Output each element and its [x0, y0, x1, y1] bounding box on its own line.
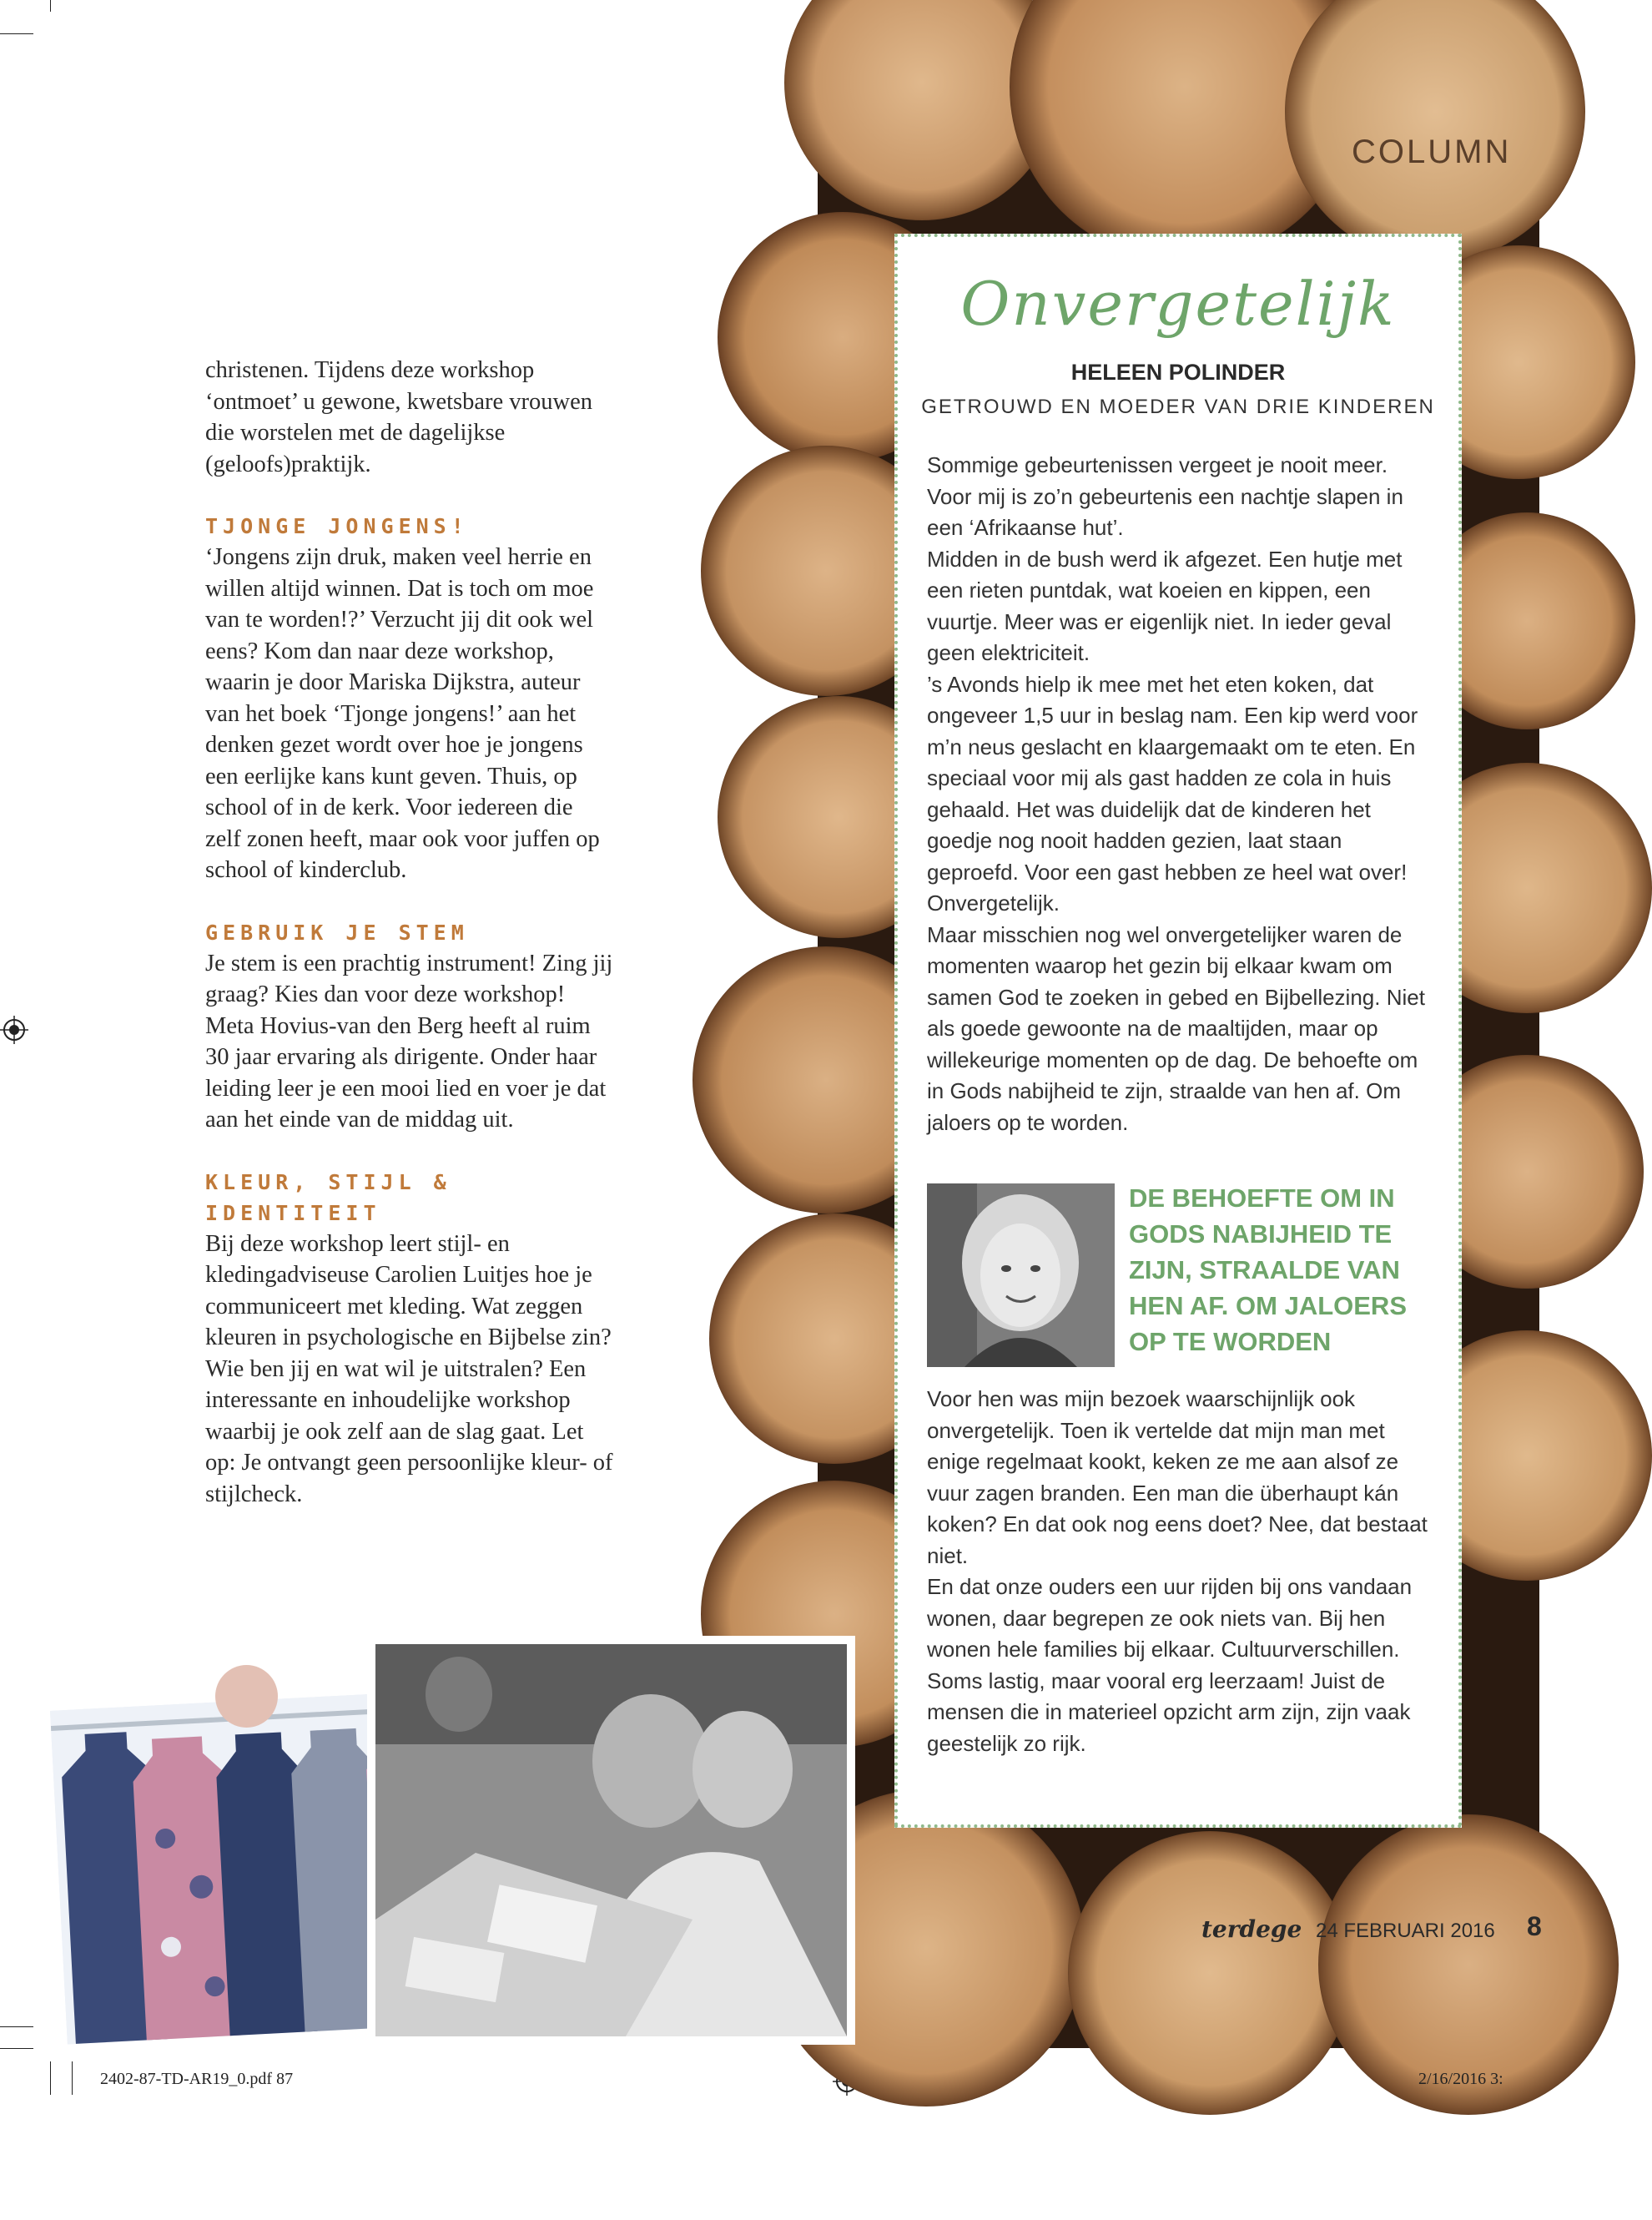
pull-quote: DE BEHOEFTE OM IN GODS NABIJHEID TE ZIJN, STRAALDE VAN HEN AF. OM JALOERS OP TE WORDEN: [1129, 1183, 1407, 1356]
section-heading: GEBRUIK JE STEM: [205, 920, 469, 945]
section-text: Bij deze workshop leert stijl- en kledingadviseuse Carolien Luitjes hoe je communiceert met kleding. Wat zeggen kleuren in psychologische en Bijbelse zin? Wie ben jij en wat wil je uitstralen? Een interessante en inhoudelijke workshop waarbij je ook zelf aan de slag gaat. Let op: Je ontvangt geen persoonlijke kleur- of stijlcheck.: [205, 1230, 613, 1507]
crop-mark: [0, 2026, 33, 2027]
section-heading: TJONGE JONGENS!: [205, 514, 469, 538]
section-heading: KLEUR, STIJL & IDENTITEIT: [205, 1169, 451, 1225]
crop-mark: [72, 2061, 73, 2095]
left-column: [205, 355, 614, 1510]
section-text: ‘Jongens zijn druk, maken veel herrie en willen altijd winnen. Dat is toch om moe van te worden!?’ Verzucht jij dit ook wel eens? Kom dan naar deze workshop, waarin je door Mariska Dijkstra, auteur van het boek ‘Tjonge jongens!’ aan het denken gezet wordt over hoe je jongens een eerlijke kans kunt geven. Thuis, op school of in de kerk. Voor iedereen die zelf zonen heeft, maar ook voor juffen op school of kinderclub.: [205, 544, 600, 883]
article-author: HELEEN POLINDER: [1070, 360, 1286, 385]
section-text: Je stem is een prachtig instrument! Zing jij graag? Kies dan voor deze workshop! Meta Hovius-van den Berg heeft al ruim 30 jaar ervaring als dirigente. Onder haar leiding leer je een mooi lied en voer je dat aan het einde van de middag uit.: [205, 950, 613, 1133]
print-slug-date: 2/16/2016 3:: [1418, 2070, 1503, 2088]
article-title: Onvergetelijk: [960, 269, 1396, 339]
workshop-photo: [367, 1636, 855, 2045]
article-body-bottom: [927, 1384, 1434, 1759]
article-paragraph: En dat onze ouders een uur rijden bij ons vandaan wonen, daar begrepen ze ook niets van. Bij hen wonen hele families bij elkaar. Cultuurverschillen. Soms lastig, maar vooral erg leerzaam! Juist de mensen die in materieel opzicht arm zijn, zijn vaak geestelijk zo rijk.: [927, 1574, 1413, 1756]
print-slug: 2402-87-TD-AR19_0.pdf 87: [100, 2070, 294, 2088]
crop-mark: [50, 2061, 51, 2095]
registration-mark-icon: [0, 1016, 28, 1044]
issue-date: 24 FEBRUARI 2016: [1315, 1920, 1495, 1942]
article-body-top: [927, 450, 1434, 1138]
crop-mark: [50, 0, 51, 12]
article-paragraph: Sommige gebeurtenissen vergeet je nooit meer. Voor mij is zo’n gebeurtenis een nachtje slapen in een ‘Afrikaanse hut’.: [927, 452, 1403, 540]
article-subtitle: GETROUWD EN MOEDER VAN DRIE KINDEREN: [921, 396, 1435, 418]
article-paragraph: Maar misschien nog wel onvergetelijker waren de momenten waarop het gezin bij elkaar kwam om samen God te zoeken in gebed en Bijbellezing. Niet als goede gewoonte na de maaltijden, maar op willekeurige momenten op de dag. De behoefte om in Gods nabijheid te zijn, straalde van hen af. Om jaloers op te worden.: [927, 921, 1425, 1135]
column-label: COLUMN: [1352, 134, 1512, 170]
article-paragraph: ’s Avonds hielp ik mee met het eten koken, dat ongeveer 1,5 uur in beslag nam. Een kip werd voor m’n neus geslacht en klaargemaakt om te eten. En speciaal voor mij als gast hadden ze cola in huis gehaald. Het was duidelijk dat de kinderen het goedje nog nooit hadden gezien, laat staan geproefd. Voor een gast hebben ze heel wat over! Onvergetelijk.: [927, 671, 1418, 916]
page-footer: [1201, 1915, 1495, 1943]
author-portrait: [927, 1183, 1115, 1367]
decorative-dot: [215, 1665, 278, 1728]
article-paragraph: Voor hen was mijn bezoek waarschijnlijk ook onvergetelijk. Toen ik vertelde dat mijn man met enige regelmaat kookt, keken ze me aan alsof ze vuur zagen branden. Een man die überhaupt kán koken? En dat ook nog eens doet? Nee, dat bestaat niet.: [927, 1386, 1428, 1568]
page-number: 8: [1527, 1911, 1542, 1941]
column-article: [894, 234, 1462, 1828]
article-paragraph: Midden in de bush werd ik afgezet. Een hutje met een rieten puntdak, wat koeien en kippen, een vuurtje. Meer was er eigenlijk niet. In ieder geval geen elektriciteit.: [927, 546, 1403, 665]
intro-paragraph: christenen. Tijdens deze workshop ‘ontmoet’ u gewone, kwetsbare vrouwen die worstelen met de dagelijkse (geloofs)praktijk.: [205, 357, 593, 477]
crop-mark: [0, 2048, 33, 2049]
magazine-brand: terdege: [1201, 1915, 1302, 1943]
crop-mark: [0, 33, 33, 34]
